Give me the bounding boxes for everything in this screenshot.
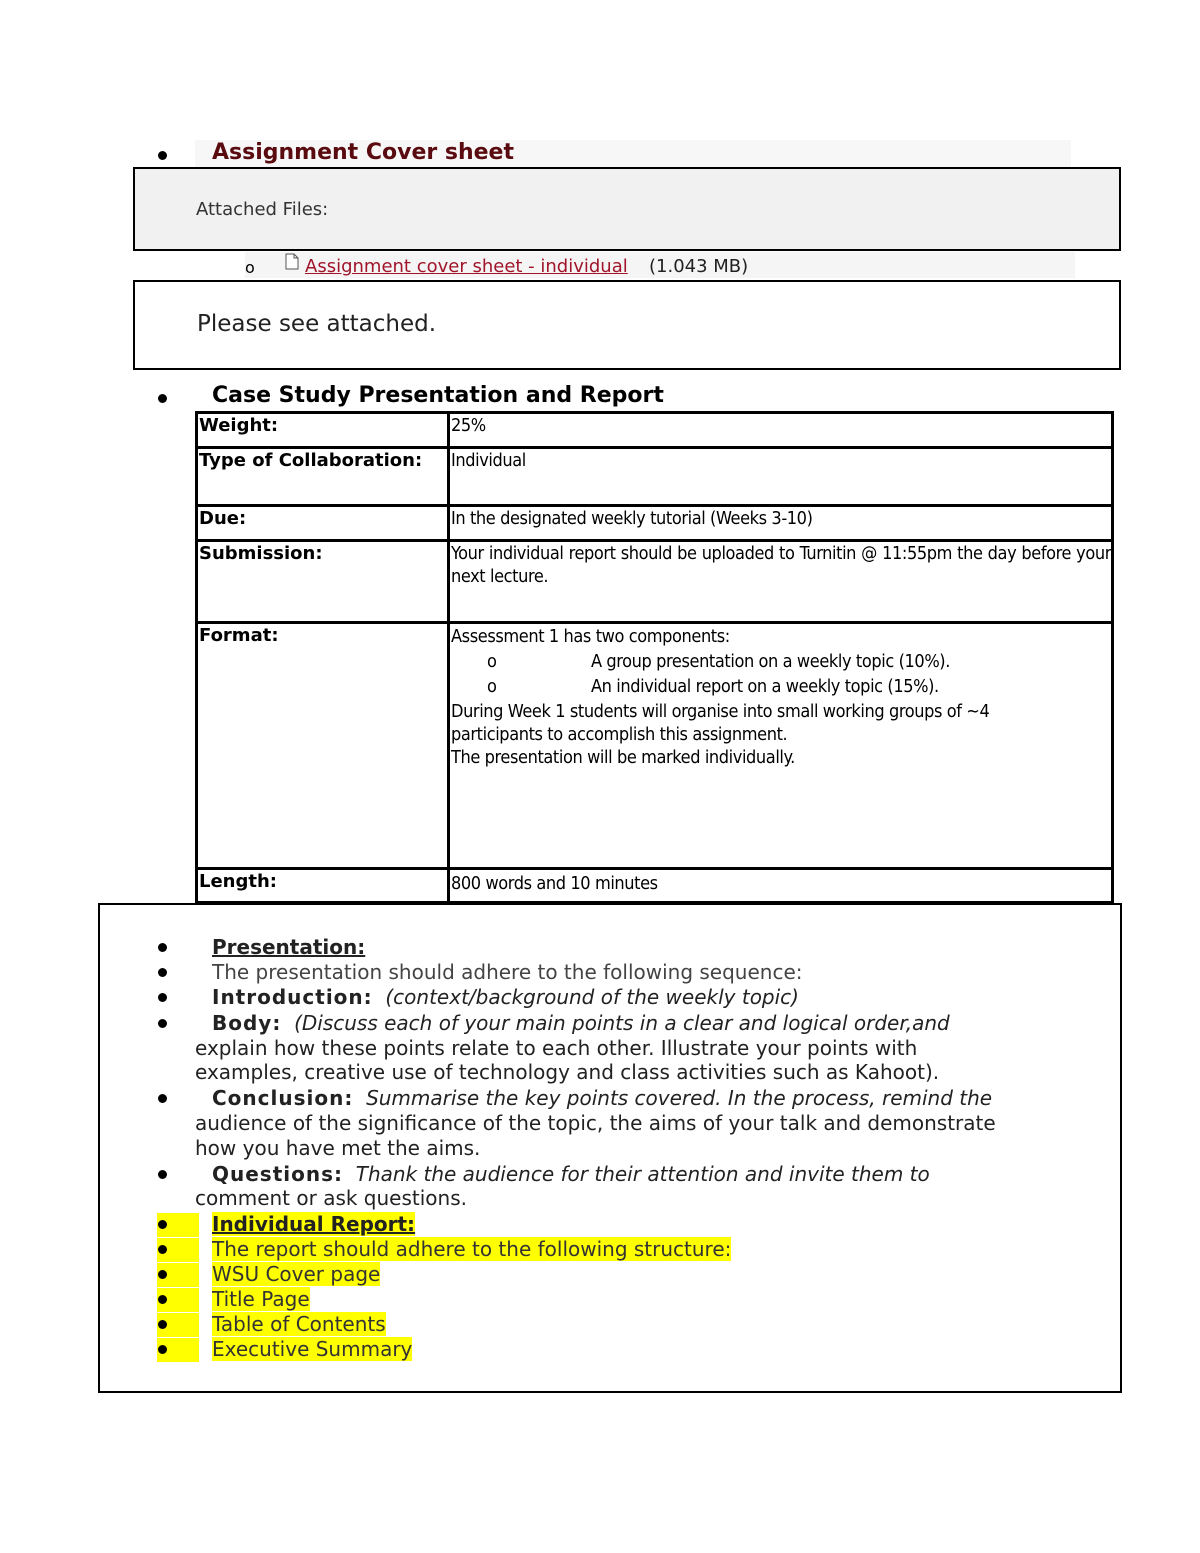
table-row xyxy=(197,506,1113,541)
length-label: Length: xyxy=(197,869,449,903)
introduction-item xyxy=(212,985,799,1010)
submission-label: Submission: xyxy=(197,541,449,623)
questions-item xyxy=(212,1162,930,1187)
format-component-text: A group presentation on a weekly topic (10%). xyxy=(591,651,950,672)
format-label: Format: xyxy=(197,623,449,869)
weight-value: 25% xyxy=(449,413,1113,448)
report-item xyxy=(212,1262,380,1287)
section-title-case-study: Case Study Presentation and Report xyxy=(212,383,664,408)
assignment-cover-sheet-link[interactable]: Assignment cover sheet - individual xyxy=(305,256,628,277)
introduction-text: (context/background of the weekly topic) xyxy=(385,985,799,1009)
bullet-icon xyxy=(158,1320,167,1329)
introduction-label: Introduction: xyxy=(212,985,373,1009)
format-component xyxy=(451,650,1111,673)
report-intro xyxy=(212,1237,731,1262)
conclusion-text: Summarise the key points covered. In the process, remind the xyxy=(366,1086,993,1110)
report-item-text: Table of Contents xyxy=(212,1312,386,1336)
assignment-details-table xyxy=(195,411,1114,904)
table-row xyxy=(197,869,1113,903)
questions-text: comment or ask questions. xyxy=(195,1186,467,1210)
bullet-icon xyxy=(158,1094,167,1103)
report-item-text: Executive Summary xyxy=(212,1337,413,1361)
table-row xyxy=(197,413,1113,448)
bullet-icon xyxy=(158,1295,167,1304)
weight-label: Weight: xyxy=(197,413,449,448)
bullet-icon xyxy=(158,1220,167,1229)
table-row xyxy=(197,623,1113,869)
note-text: Please see attached. xyxy=(197,311,437,337)
body-item xyxy=(212,1011,950,1036)
bullet-icon xyxy=(158,968,167,977)
body-text: examples, creative use of technology and class activities such as Kahoot). xyxy=(195,1060,940,1084)
bullet-icon xyxy=(158,943,167,952)
format-component-text: An individual report on a weekly topic (15%). xyxy=(591,676,939,697)
body-text: (Discuss each of your main points in a clear and logical order,and xyxy=(294,1011,950,1035)
format-value xyxy=(449,623,1113,869)
collaboration-value: Individual xyxy=(449,448,1113,506)
conclusion-label: Conclusion: xyxy=(212,1086,354,1110)
sub-bullet-icon: o xyxy=(487,651,497,672)
report-item-text: Title Page xyxy=(212,1287,310,1311)
bullet-icon xyxy=(158,1270,167,1279)
sub-bullet-icon: o xyxy=(487,676,497,697)
presentation-heading: Presentation: xyxy=(212,935,366,959)
report-heading-text: Individual Report: xyxy=(212,1212,416,1236)
conclusion-text: how you have met the aims. xyxy=(195,1136,481,1160)
format-marking-text: The presentation will be marked individually. xyxy=(451,747,795,768)
collaboration-label: Type of Collaboration: xyxy=(197,448,449,506)
sequence-intro: The presentation should adhere to the following sequence: xyxy=(212,960,803,984)
report-item xyxy=(212,1337,412,1362)
body-label: Body: xyxy=(212,1011,282,1035)
report-item xyxy=(212,1312,386,1337)
length-value: 800 words and 10 minutes xyxy=(449,869,1113,903)
bullet-icon xyxy=(158,1345,167,1354)
due-value: In the designated weekly tutorial (Weeks 3-10) xyxy=(449,506,1113,541)
attached-files-label: Attached Files: xyxy=(196,199,329,220)
body-text: explain how these points relate to each other. Illustrate your points with xyxy=(195,1036,918,1060)
report-heading xyxy=(212,1212,415,1237)
questions-text: Thank the audience for their attention and invite them to xyxy=(355,1162,930,1186)
bullet-icon xyxy=(158,1019,167,1028)
due-label: Due: xyxy=(197,506,449,541)
bullet-icon xyxy=(158,993,167,1002)
report-item xyxy=(212,1287,310,1312)
questions-label: Questions: xyxy=(212,1162,344,1186)
report-intro-text: The report should adhere to the following structure: xyxy=(212,1237,732,1261)
section-title-cover-sheet: Assignment Cover sheet xyxy=(212,140,514,165)
format-groups-text: During Week 1 students will organise into small working groups of ~4 participants to accomplish this assignment. xyxy=(451,701,990,745)
format-intro: Assessment 1 has two components: xyxy=(451,626,730,647)
bullet-icon xyxy=(158,1170,167,1179)
table-row xyxy=(197,448,1113,506)
document-icon xyxy=(285,253,299,270)
bullet-icon xyxy=(158,394,167,403)
sub-bullet-icon: o xyxy=(245,258,255,277)
submission-value: Your individual report should be uploaded to Turnitin @ 11:55pm the day before your next lecture. xyxy=(449,541,1113,623)
bullet-icon xyxy=(158,1245,167,1254)
file-size-label: (1.043 MB) xyxy=(649,256,749,277)
table-row xyxy=(197,541,1113,623)
format-component xyxy=(451,675,1111,698)
report-item-text: WSU Cover page xyxy=(212,1262,381,1286)
conclusion-item xyxy=(212,1086,992,1111)
bullet-icon xyxy=(158,151,167,160)
conclusion-text: audience of the significance of the topic, the aims of your talk and demonstrate xyxy=(195,1111,996,1135)
